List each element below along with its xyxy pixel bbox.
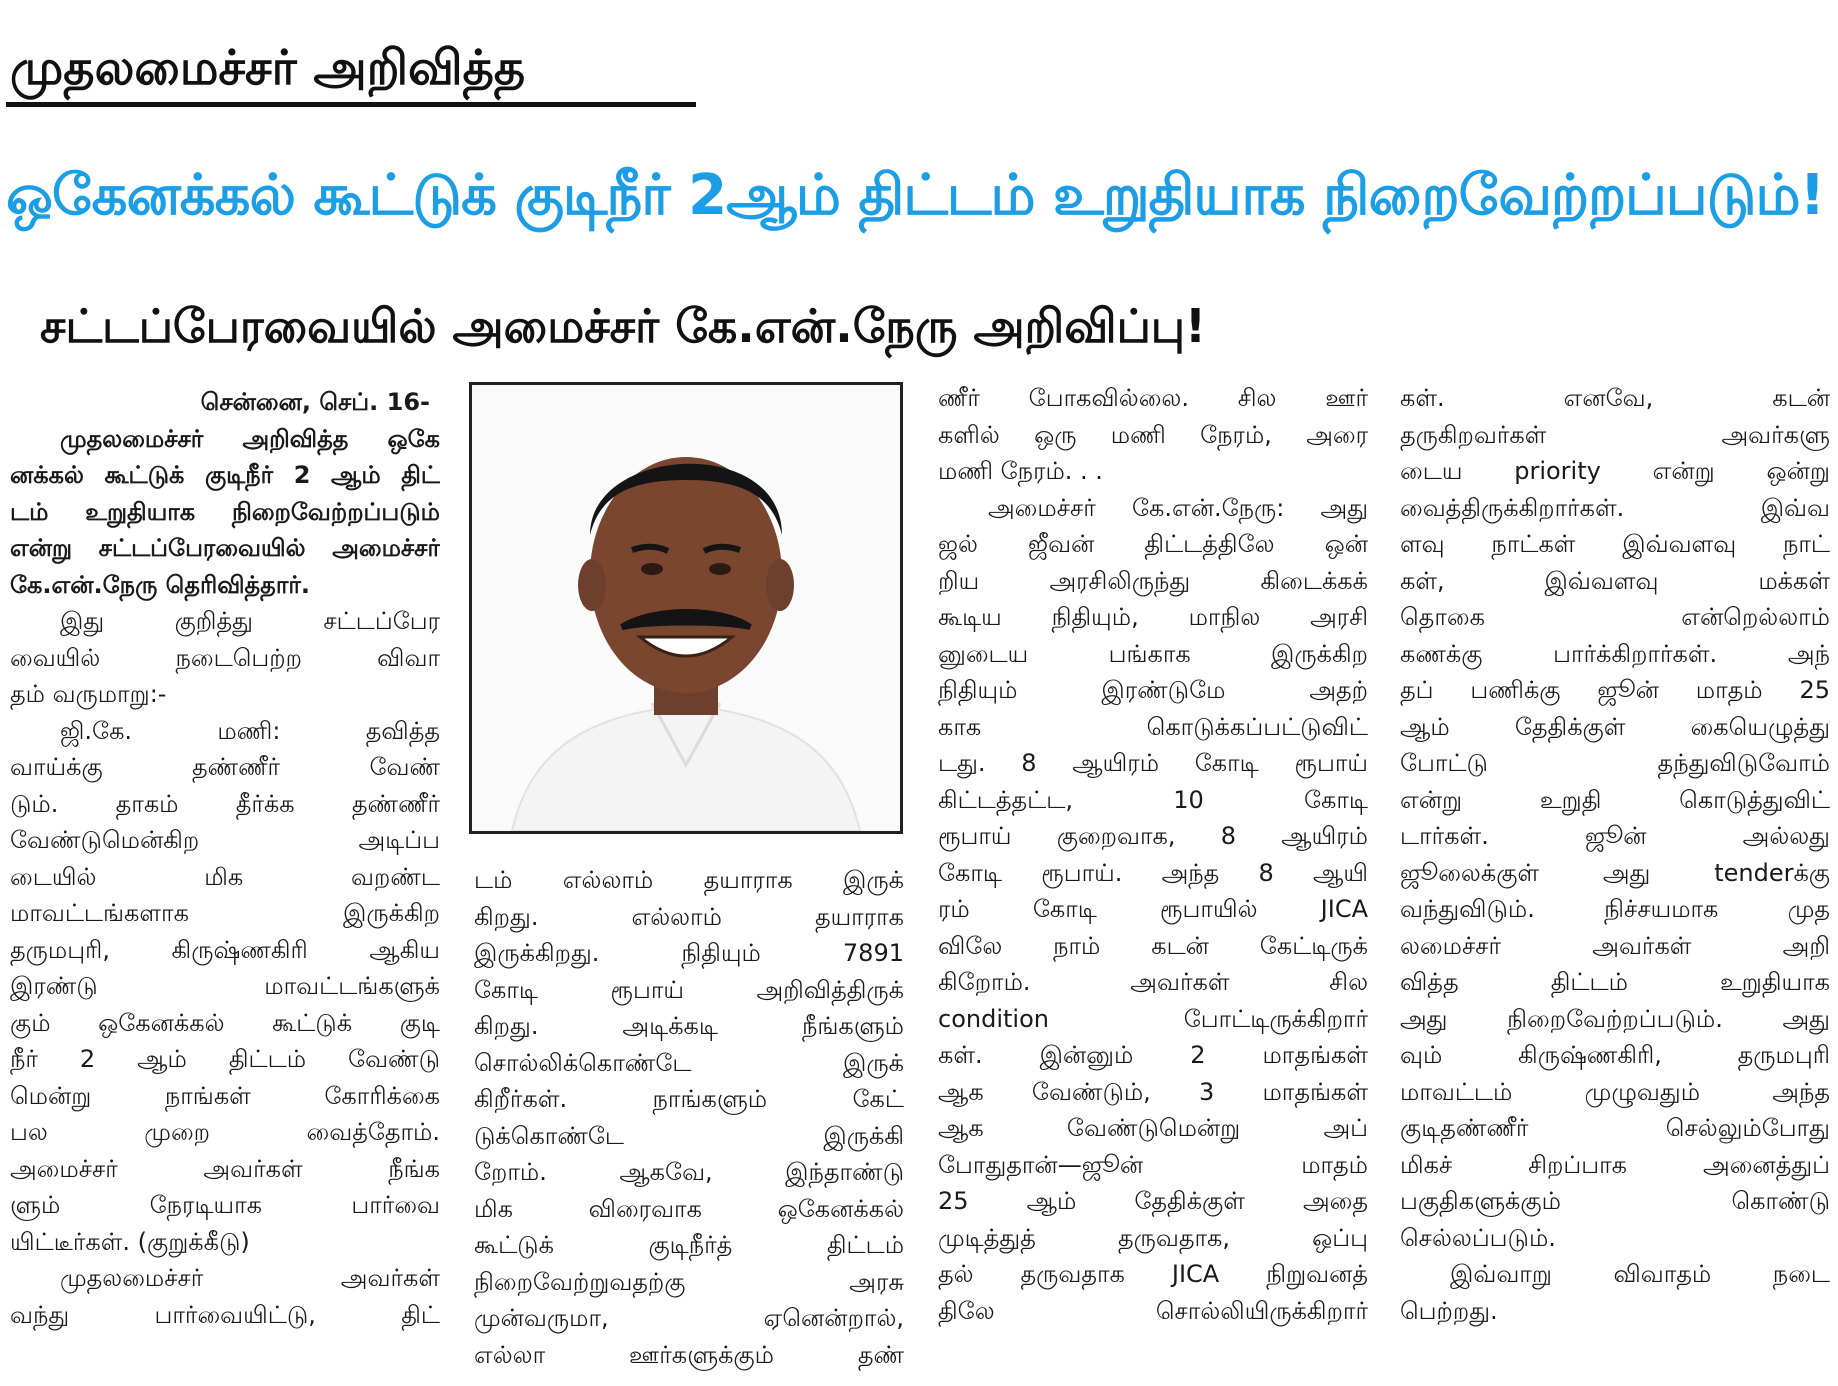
text-line: டுக்கொண்டே இருக்கி — [474, 1121, 904, 1150]
text-line: நிறைவேற்றுவதற்கு அரசு — [474, 1267, 904, 1296]
text-line: நிதியும் இரண்டுமே அதற் — [938, 676, 1368, 704]
text-line: விலே நாம் கடன் கேட்டிருக் — [938, 931, 1368, 960]
text-line: தொகை என்றெல்லாம் — [1400, 603, 1830, 631]
kicker-underline — [6, 102, 696, 107]
text-line: தல் தருவதாக JICA நிறுவனத் — [938, 1260, 1368, 1288]
lead-line: முதலமைச்சர் அறிவித்த ஒகே — [60, 424, 440, 453]
text-line: டும். தாகம் தீர்க்க தண்ணீர் — [10, 789, 440, 818]
text-line: தம் வருமாறு:- — [10, 680, 167, 708]
text-line: சொல்லிக்கொண்டே இருக் — [474, 1048, 904, 1077]
text-line: ஆக வேண்டும், 3 மாதங்கள் — [938, 1077, 1368, 1106]
text-line: கோடி ரூபாய் அறிவித்திருக் — [474, 975, 904, 1004]
text-line: வாய்க்கு தண்ணீர் வேண் — [10, 753, 440, 781]
text-line: இரண்டு மாவட்டங்களுக் — [10, 972, 440, 1000]
article-column-4 — [1400, 380, 1830, 1329]
text-line: கிறது. அடிக்கடி நீங்களும் — [474, 1012, 904, 1040]
text-line: ஆக வேண்டுமென்று அப் — [938, 1114, 1368, 1142]
headline: ஒகேனக்கல் கூட்டுக் குடிநீர் 2ஆம் திட்டம் உறுதியாக நிறைவேற்றப்படும்! — [6, 163, 1825, 228]
text-line: கள், இவ்வளவு மக்கள் — [1400, 566, 1830, 595]
text-line: வேண்டுமென்கிற அடிப்ப — [10, 826, 440, 854]
text-line: பல முறை வைத்தோம். — [10, 1118, 440, 1146]
text-line: கூட்டுக் குடிநீர்த் திட்டம் — [474, 1231, 904, 1259]
text-line: கும் ஒகேனக்கல் கூட்டுக் குடி — [10, 1008, 440, 1037]
text-line: டைய priority என்று ஒன்று — [1400, 457, 1830, 485]
text-line: டது. 8 ஆயிரம் கோடி ரூபாய் — [938, 749, 1368, 777]
text-line: ஜல் ஜீவன் திட்டத்திலே ஒன் — [938, 530, 1368, 558]
text-line: வித்த திட்டம் உறுதியாக — [1400, 968, 1830, 996]
text-line: தருமபுரி, கிருஷ்ணகிரி ஆகிய — [10, 935, 440, 964]
text-line: டம் எல்லாம் தயாராக இருக் — [474, 866, 904, 894]
text-line: மணி நேரம். . . — [938, 457, 1103, 485]
text-line: கிறது. எல்லாம் தயாராக — [474, 902, 904, 931]
text-line: னுடைய பங்காக இருக்கிற — [938, 639, 1368, 668]
text-line: ஆம் தேதிக்குள் கையெழுத்து — [1400, 712, 1830, 741]
text-line: பெற்றது. — [1400, 1296, 1498, 1325]
speaker-line: அமைச்சர் கே.என்.நேரு: அது — [988, 493, 1368, 522]
text-line: கள். இன்னும் 2 மாதங்கள் — [938, 1041, 1368, 1069]
text-line: என்று உறுதி கொடுத்துவிட் — [1400, 785, 1830, 814]
text-line: செல்லப்படும். — [1400, 1223, 1556, 1252]
text-line: நீர் 2 ஆம் திட்டம் வேண்டு — [10, 1045, 440, 1073]
text-line: போட்டு தந்துவிடுவோம் — [1400, 749, 1830, 777]
text-line: மென்று நாங்கள் கோரிக்கை — [10, 1081, 440, 1110]
speaker-line: ஜி.கே. மணி: தவித்த — [60, 716, 440, 745]
text-line: ளும் நேரடியாக பார்வை — [10, 1191, 440, 1219]
text-line: காக கொடுக்கப்பட்டுவிட் — [938, 712, 1368, 741]
text-line: தருகிறவர்கள் அவர்களு — [1400, 420, 1830, 449]
text-line: ரூபாய் குறைவாக, 8 ஆயிரம் — [938, 822, 1368, 850]
text-line: ரம் கோடி ரூபாயில் JICA — [938, 895, 1368, 923]
lead-line: என்று சட்டப்பேரவையில் அமைச்சர் — [10, 534, 440, 562]
text-line: கிறோம். அவர்கள் சில — [938, 968, 1368, 996]
text-line: வந்துவிடும். நிச்சயமாக முத — [1400, 895, 1830, 923]
text-line: ணீர் போகவில்லை. சில ஊர் — [938, 384, 1368, 412]
text-line: மாவட்டங்களாக இருக்கிற — [10, 899, 440, 927]
article-column-1 — [10, 384, 440, 1333]
portrait-photo-icon — [472, 385, 900, 831]
text-line: வைத்திருக்கிறார்கள். இவ்வ — [1400, 493, 1830, 522]
article-column-2 — [474, 862, 904, 1373]
text-line: தப் பணிக்கு ஜூன் மாதம் 25 — [1400, 676, 1830, 704]
text-line: கிறீர்கள். நாங்களும் கேட் — [474, 1085, 904, 1113]
text-line: இவ்வாறு விவாதம் நடை — [1450, 1260, 1830, 1288]
lead-line: டம் உறுதியாக நிறைவேற்றப்படும் — [10, 497, 440, 526]
text-line: கணக்கு பார்க்கிறார்கள். அந் — [1400, 639, 1830, 668]
subheadline: சட்டப்பேரவையில் அமைச்சர் கே.என்.நேரு அறிவிப்பு! — [40, 298, 1207, 353]
text-line: றோம். ஆகவே, இந்தாண்டு — [474, 1158, 904, 1186]
text-line: முதலமைச்சர் அவர்கள் — [60, 1264, 440, 1292]
lead-line: கே.என்.நேரு தெரிவித்தார். — [10, 570, 311, 599]
text-line: கிட்டத்தட்ட, 10 கோடி — [938, 785, 1368, 814]
text-line: எல்லா ஊர்களுக்கும் தண் — [474, 1340, 904, 1369]
text-line: கூடிய நிதியும், மாநில அரசி — [938, 603, 1368, 631]
text-line: டார்கள். ஜூன் அல்லது — [1400, 822, 1830, 850]
text-line: கோடி ரூபாய். அந்த 8 ஆயி — [938, 858, 1368, 887]
text-line: டையில் மிக வறண்ட — [10, 862, 440, 891]
text-line: போதுதான்—ஜூன் மாதம் — [938, 1150, 1368, 1179]
text-line: 25 ஆம் தேதிக்குள் அதை — [938, 1187, 1368, 1215]
text-line: யிட்டீர்கள். (குறுக்கீடு) — [10, 1227, 250, 1256]
text-line: மிகச் சிறப்பாக அனைத்துப் — [1400, 1150, 1830, 1179]
text-line: குடிதண்ணீர் செல்லும்போது — [1400, 1114, 1830, 1142]
text-line: வும் கிருஷ்ணகிரி, தருமபுரி — [1400, 1041, 1830, 1069]
text-line: அமைச்சர் அவர்கள் நீங்க — [10, 1154, 440, 1183]
text-line: களில் ஒரு மணி நேரம், அரை — [938, 420, 1368, 449]
text-line: கள். எனவே, கடன் — [1400, 384, 1830, 412]
text-line: முன்வருமா, ஏனென்றால், — [474, 1304, 904, 1332]
text-line: முடித்துத் தருவதாக, ஒப்பு — [938, 1223, 1368, 1252]
portrait-photo — [469, 382, 903, 834]
text-line: பகுதிகளுக்கும் கொண்டு — [1400, 1187, 1830, 1215]
text-line: வந்து பார்வையிட்டு, திட் — [10, 1300, 440, 1329]
text-line: லமைச்சர் அவர்கள் அறி — [1400, 931, 1830, 960]
text-line: றிய அரசிலிருந்து கிடைக்கக் — [938, 566, 1368, 595]
text-line: அது நிறைவேற்றப்படும். அது — [1400, 1004, 1830, 1033]
text-line: திலே சொல்லியிருக்கிறார் — [938, 1296, 1368, 1325]
article-column-3 — [938, 380, 1368, 1329]
text-line: ஜூலைக்குள் அது tenderக்கு — [1400, 858, 1830, 887]
text-line: மிக விரைவாக ஒகேனக்கல் — [474, 1194, 904, 1223]
text-line: மாவட்டம் முழுவதும் அந்த — [1400, 1077, 1830, 1106]
kicker: முதலமைச்சர் அறிவித்த — [10, 40, 526, 96]
text-line: வையில் நடைபெற்ற விவா — [10, 643, 440, 672]
text-line: ளவு நாட்கள் இவ்வளவு நாட் — [1400, 530, 1830, 558]
lead-line: னக்கல் கூட்டுக் குடிநீர் 2 ஆம் திட் — [10, 461, 440, 489]
text-line: இது குறித்து சட்டப்பேர — [60, 607, 440, 635]
text-line: இருக்கிறது. நிதியும் 7891 — [474, 939, 904, 967]
dateline: சென்னை, செப். 16- — [200, 388, 430, 416]
text-line: condition போட்டிருக்கிறார் — [938, 1004, 1368, 1033]
